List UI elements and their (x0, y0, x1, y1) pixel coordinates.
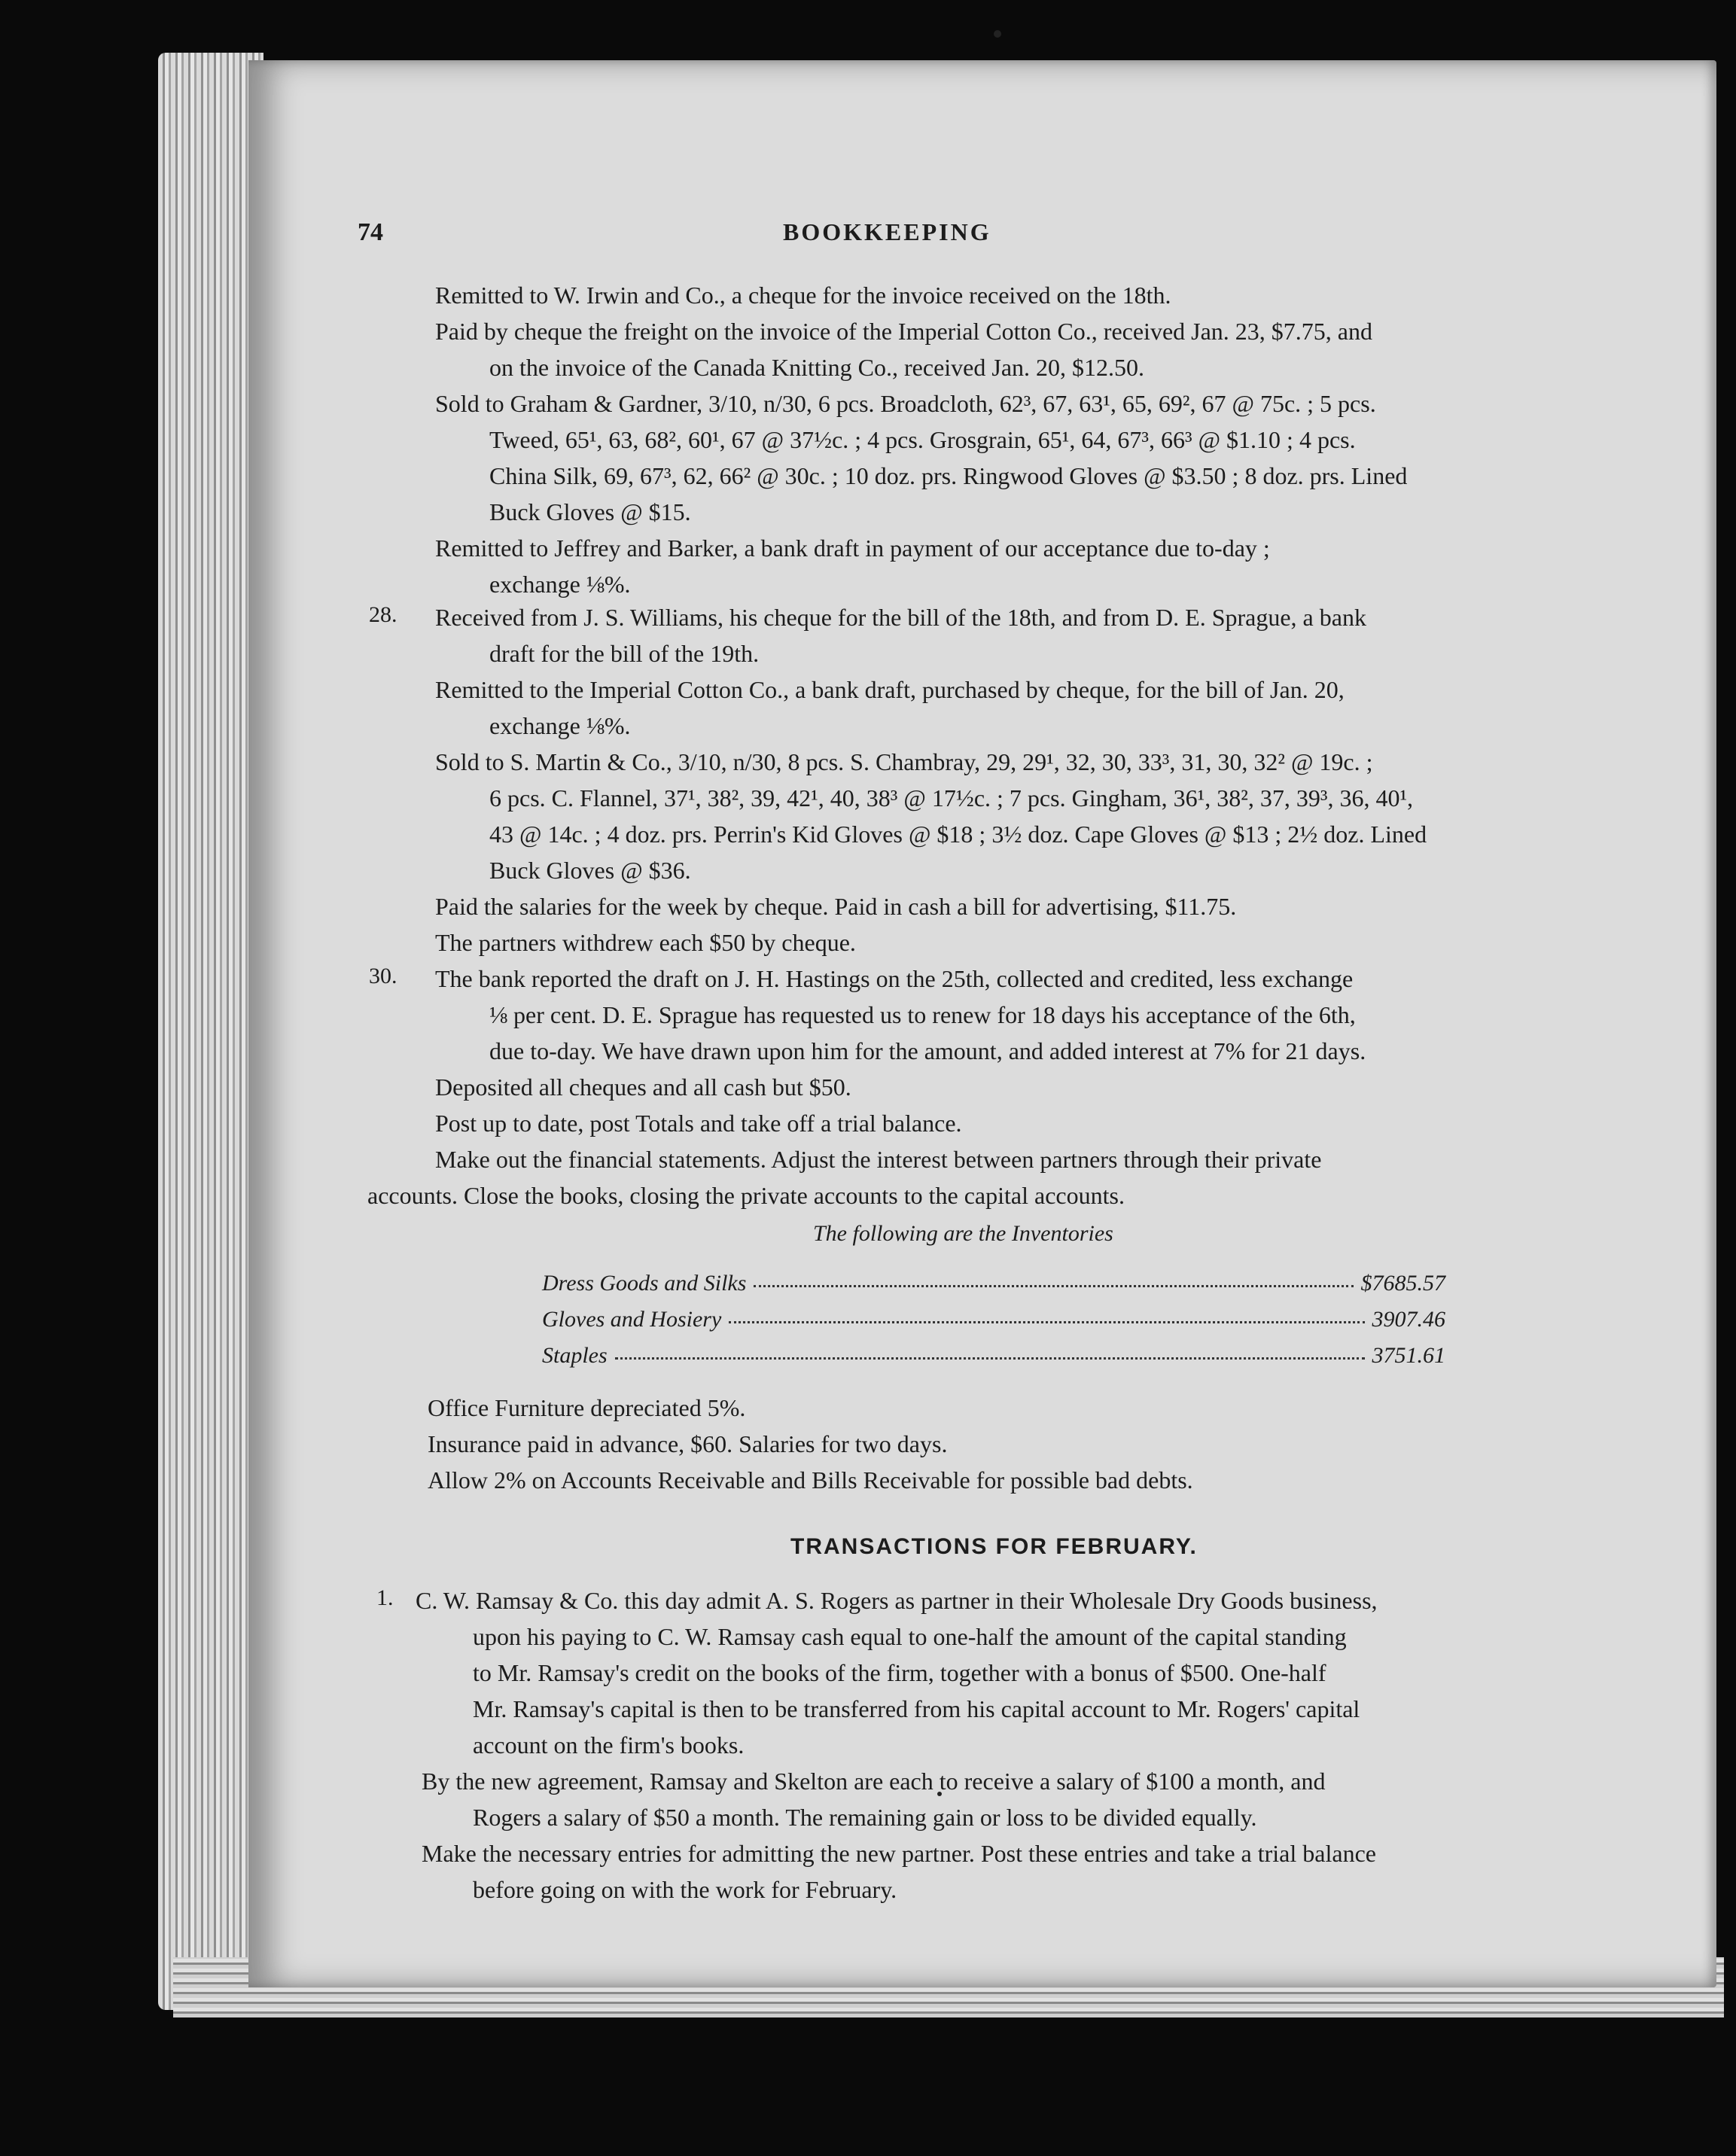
entry-line: due to-day. We have drawn upon him for the amount, and added interest at 7% for 21 days. (489, 1037, 1366, 1064)
february-line: to Mr. Ramsay's credit on the books of the firm, together with a bonus of $500. One-half (473, 1659, 1326, 1686)
date-marker: 30. (369, 964, 397, 988)
dust-speck (994, 30, 1001, 38)
inventory-name: Dress Goods and Silks (542, 1271, 747, 1296)
leader-dots (729, 1307, 1364, 1323)
inventory-row (542, 1271, 1445, 1296)
inventory-amount: 3751.61 (1372, 1343, 1445, 1368)
february-line: By the new agreement, Ramsay and Skelton are each to receive a salary of $100 a month, and (422, 1768, 1326, 1795)
inventory-row (542, 1343, 1445, 1369)
entry-line: The bank reported the draft on J. H. Hastings on the 25th, collected and credited, less exchange (435, 965, 1354, 992)
entry-line: ⅛ per cent. D. E. Sprague has requested us to renew for 18 days his acceptance of the 6th, (489, 1001, 1356, 1028)
inventory-name: Staples (542, 1343, 608, 1368)
entry-line: exchange ⅛%. (489, 712, 631, 739)
entry-line: Tweed, 65¹, 63, 68², 60¹, 67 @ 37½c. ; 4 pcs. Grosgrain, 65¹, 64, 67³, 66³ @ $1.10 ; 4 pcs. (489, 426, 1356, 453)
february-line: Make the necessary entries for admitting the new partner. Post these entries and take a trial balance (422, 1840, 1376, 1867)
february-line: Rogers a salary of $50 a month. The remaining gain or loss to be divided equally. (473, 1804, 1257, 1831)
entry-line: Remitted to W. Irwin and Co., a cheque for the invoice received on the 18th. (435, 282, 1171, 309)
leader-dots (754, 1271, 1353, 1287)
february-line: Mr. Ramsay's capital is then to be transferred from his capital account to Mr. Rogers' capital (473, 1695, 1360, 1722)
entry-line: on the invoice of the Canada Knitting Co., received Jan. 20, $12.50. (489, 354, 1145, 381)
date-marker: 1. (376, 1585, 394, 1610)
entry-line: Remitted to Jeffrey and Barker, a bank draft in payment of our acceptance due to-day ; (435, 534, 1270, 562)
book-page-edges (158, 53, 263, 2010)
adjustment-line: Insurance paid in advance, $60. Salaries for two days. (428, 1430, 948, 1457)
entry-line: The partners withdrew each $50 by cheque. (435, 929, 856, 956)
february-line: C. W. Ramsay & Co. this day admit A. S. Rogers as partner in their Wholesale Dry Goods business, (416, 1587, 1378, 1614)
entry-line: Deposited all cheques and all cash but $50. (435, 1073, 851, 1101)
entry-line: 43 @ 14c. ; 4 doz. prs. Perrin's Kid Gloves @ $18 ; 3½ doz. Cape Gloves @ $13 ; 2½ doz. Lined (489, 821, 1427, 848)
inventories-caption: The following are the Inventories (813, 1221, 1113, 1246)
entry-line: Received from J. S. Williams, his cheque for the bill of the 18th, and from D. E. Sprague, a bank (435, 604, 1366, 631)
entry-line: Paid by cheque the freight on the invoice of the Imperial Cotton Co., received Jan. 23, $7.75, and (435, 318, 1372, 345)
inventory-row (542, 1307, 1445, 1332)
february-line: account on the firm's books. (473, 1731, 745, 1759)
february-line: upon his paying to C. W. Ramsay cash equal to one-half the amount of the capital standing (473, 1623, 1347, 1650)
page-number: 74 (358, 218, 383, 246)
february-heading: TRANSACTIONS FOR FEBRUARY. (790, 1534, 1198, 1559)
inventory-name: Gloves and Hosiery (542, 1307, 722, 1332)
leader-dots (615, 1343, 1365, 1360)
adjustment-line: Allow 2% on Accounts Receivable and Bills Receivable for possible bad debts. (428, 1466, 1193, 1494)
entry-line: Remitted to the Imperial Cotton Co., a bank draft, purchased by cheque, for the bill of Jan. 20, (435, 676, 1345, 703)
entry-line: exchange ⅛%. (489, 571, 631, 598)
running-head: BOOKKEEPING (783, 218, 991, 245)
entry-line: Buck Gloves @ $36. (489, 857, 691, 884)
entry-line: 6 pcs. C. Flannel, 37¹, 38², 39, 42¹, 40, 38³ @ 17½c. ; 7 pcs. Gingham, 36¹, 38², 37, 39³, 36, 40¹, (489, 784, 1414, 812)
adjustment-line: Office Furniture depreciated 5%. (428, 1394, 746, 1421)
entry-line: China Silk, 69, 67³, 62, 66² @ 30c. ; 10 doz. prs. Ringwood Gloves @ $3.50 ; 8 doz. prs. Lined (489, 462, 1408, 489)
entry-line: Buck Gloves @ $15. (489, 498, 691, 525)
entry-line: Paid the salaries for the week by cheque. Paid in cash a bill for advertising, $11.75. (435, 893, 1237, 920)
entry-line: Post up to date, post Totals and take off a trial balance. (435, 1110, 962, 1137)
entry-line: Make out the financial statements. Adjust the interest between partners through their private (435, 1146, 1322, 1173)
inventory-amount: 3907.46 (1372, 1307, 1445, 1332)
entry-line: Sold to Graham & Gardner, 3/10, n/30, 6 pcs. Broadcloth, 62³, 67, 63¹, 65, 69², 67 @ 75c. ; 5 pcs. (435, 390, 1376, 417)
february-line: before going on with the work for February. (473, 1876, 897, 1903)
entry-line: Sold to S. Martin & Co., 3/10, n/30, 8 pcs. S. Chambray, 29, 29¹, 32, 30, 33³, 31, 30, 32² @ 19c. ; (435, 748, 1373, 775)
date-marker: 28. (369, 602, 397, 627)
inventory-amount: $7685.57 (1360, 1271, 1445, 1296)
entry-line: accounts. Close the books, closing the private accounts to the capital accounts. (367, 1182, 1125, 1209)
entry-line: draft for the bill of the 19th. (489, 640, 760, 667)
